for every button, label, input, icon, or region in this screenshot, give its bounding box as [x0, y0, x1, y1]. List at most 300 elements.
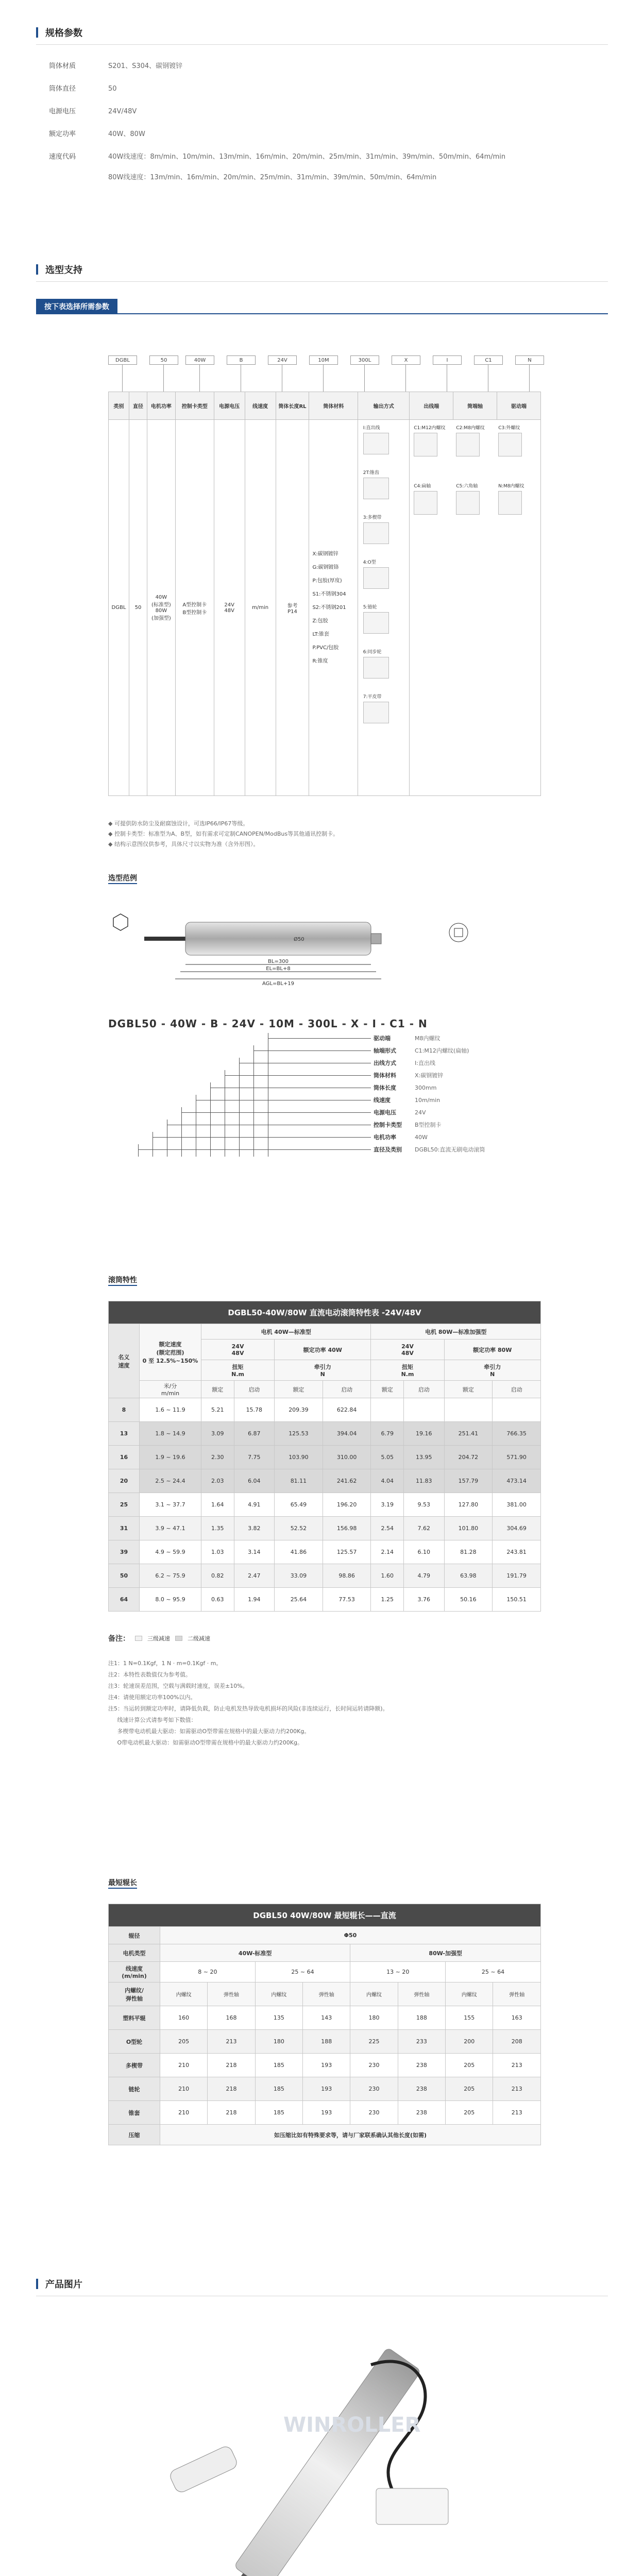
legend-key: 直径及类别 — [374, 1146, 402, 1153]
perf-row — [109, 1588, 541, 1612]
legend-value: X:碳钢镀锌 — [415, 1072, 444, 1079]
legend-item-two: 二级减速 — [188, 1635, 210, 1642]
perf-cell: 33.09 — [275, 1564, 323, 1588]
legend-swatch-dark — [175, 1636, 182, 1641]
sel-voltage: 24V 48V — [214, 420, 245, 796]
legend-row — [374, 1133, 428, 1141]
perf-row — [109, 1564, 541, 1588]
length-caption: DGBL50 40W/80W 最短辊长——直流 — [109, 1904, 541, 1927]
legend-rule — [138, 1149, 371, 1150]
pill-underline — [36, 313, 608, 314]
section-title: 规格参数 — [45, 28, 82, 39]
legend-row — [374, 1121, 442, 1129]
model-code-box: B — [227, 355, 256, 365]
axle-type-item — [456, 424, 493, 456]
axle-type-icon — [414, 433, 437, 456]
length-row — [109, 2077, 541, 2101]
product-watermark: WINROLLER — [283, 2413, 421, 2437]
spec-value: 24V/48V — [108, 108, 137, 115]
perf-cell: 127.80 — [444, 1493, 493, 1517]
spec-key: 额定功率 — [49, 130, 76, 138]
perf-cell: 2.47 — [234, 1564, 275, 1588]
length-row-name: 多楔带 — [109, 2054, 160, 2077]
perf-cell: 19.16 — [403, 1422, 444, 1446]
perf-power-40: 额定功率 40W — [275, 1340, 371, 1360]
legend-key: 电源电压 — [374, 1109, 396, 1116]
perf-cell: 1.25 — [371, 1588, 404, 1612]
perf-cell: 3.1 ~ 37.7 — [140, 1493, 201, 1517]
spec-value: 40W线速度：8m/min、10m/min、13m/min、16m/min、20m/min、25m/min、31m/min、39m/min、50m/min、64m/min — [108, 153, 506, 161]
length-cell: 210 — [160, 2077, 208, 2101]
perf-cell: 6.04 — [234, 1469, 275, 1493]
length-speed-range: 25 ~ 64 — [446, 1962, 541, 1982]
legend-value: C1:M12内螺纹(扁轴) — [415, 1047, 469, 1054]
perf-cell: 156.98 — [323, 1517, 371, 1540]
output-type-icon — [363, 478, 389, 499]
length-row — [109, 2030, 541, 2054]
perf-unit-cell: 启动 — [403, 1381, 444, 1398]
perf-speed-name: 50 — [109, 1564, 140, 1588]
length-axle-col: 弹性轴 — [208, 1982, 255, 2006]
spec-row — [49, 172, 605, 183]
length-cell: 155 — [446, 2006, 493, 2030]
length-diameter-label: 辊径 — [109, 1927, 160, 1944]
length-row-name: 链轮 — [109, 2077, 160, 2101]
legend-leader — [253, 1045, 254, 1157]
perf-note: 注4：请使用额定功率100%以内。 — [108, 1694, 196, 1701]
perf-caption: DGBL50-40W/80W 直流电动滚筒特性表 -24V/48V — [109, 1301, 541, 1324]
model-code-box: X — [392, 355, 420, 365]
perf-cell: 473.14 — [493, 1469, 541, 1493]
perf-voltage-24-80: 24V 48V — [371, 1340, 444, 1360]
length-title: 最短辊长 — [108, 1875, 137, 1891]
length-speed-range: 8 ~ 20 — [160, 1962, 256, 1982]
length-cell: 193 — [303, 2054, 350, 2077]
perf-cell: 2.30 — [201, 1446, 234, 1469]
example-model-code: DGBL50 - 40W - B - 24V - 10M - 300L - X - I - C1 - N — [108, 1018, 428, 1030]
length-diameter: Φ50 — [160, 1927, 541, 1944]
sel-control: A型控制卡 B型控制卡 — [175, 420, 214, 796]
dim-diameter: Ø50 — [294, 937, 304, 942]
output-type-label: 6:同步轮 — [363, 650, 382, 655]
output-type-icon — [363, 433, 389, 454]
length-footer-label: 压缩 — [109, 2125, 160, 2145]
perf-cell: 2.03 — [201, 1469, 234, 1493]
axle-type-icon — [498, 491, 522, 515]
perf-unit-cell: 额定 — [371, 1381, 404, 1398]
axle-type-item — [498, 424, 535, 456]
length-cell: 208 — [493, 2030, 541, 2054]
length-cell: 180 — [350, 2006, 398, 2030]
spec-row — [49, 83, 605, 95]
model-code-box: 300L — [350, 355, 379, 365]
sel-header-voltage: 电源电压 — [214, 392, 245, 420]
legend-row — [374, 1059, 435, 1067]
length-row-name: 锥套 — [109, 2101, 160, 2125]
connector-line — [529, 365, 530, 392]
length-cell: 163 — [493, 2006, 541, 2030]
roller-tube — [185, 922, 371, 955]
legend-key: 出线方式 — [374, 1060, 396, 1066]
model-code-box: I — [433, 355, 462, 365]
length-speed-range: 13 ~ 20 — [350, 1962, 446, 1982]
length-cell: 238 — [398, 2054, 445, 2077]
perf-speed-name: 31 — [109, 1517, 140, 1540]
legend-value: 40W — [415, 1134, 428, 1141]
perf-cell: 9.53 — [403, 1493, 444, 1517]
perf-cell: 150.51 — [493, 1588, 541, 1612]
sel-header-control: 控制卡类型 — [175, 392, 214, 420]
connector-line — [323, 365, 324, 392]
sel-header-power: 电机功率 — [147, 392, 175, 420]
legend-key: 轴端形式 — [374, 1047, 396, 1054]
perf-cell: 98.86 — [323, 1564, 371, 1588]
perf-side-label: 名义 速度 — [109, 1324, 140, 1398]
perf-cell: 125.57 — [323, 1540, 371, 1564]
length-cell: 200 — [446, 2030, 493, 2054]
spec-key: 速度代码 — [49, 153, 76, 161]
axle-type-icon — [456, 491, 480, 515]
sel-diameter: 50 — [129, 420, 147, 796]
spec-value: 80W线速度：13m/min、16m/min、20m/min、25m/min、31m/min、39m/min、50m/min、64m/min — [108, 174, 437, 181]
length-cell: 238 — [398, 2101, 445, 2125]
perf-cell: 571.90 — [493, 1446, 541, 1469]
length-footer-note: 如压缩比如有特殊要求等，请与厂家联系确认其他长度(如需) — [160, 2125, 541, 2145]
cable — [144, 937, 185, 941]
length-cell: 168 — [208, 2006, 255, 2030]
length-axle-col: 内螺纹 — [160, 1982, 208, 2006]
output-type-item — [363, 693, 404, 723]
section-bar — [36, 27, 38, 38]
legend-row — [374, 1071, 443, 1079]
sel-header-axle: 筒端轴 — [453, 392, 497, 420]
perf-note: 注1：1 N=0.1Kgf，1 N · m=0.1Kgf · m。 — [108, 1660, 222, 1667]
length-cell: 213 — [493, 2101, 541, 2125]
legend-leader — [138, 1144, 139, 1157]
output-type-item — [363, 469, 404, 499]
length-cell: 135 — [255, 2006, 302, 2030]
perf-cell: 101.80 — [444, 1517, 493, 1540]
perf-cell: 63.98 — [444, 1564, 493, 1588]
length-type-40: 40W-标准型 — [160, 1944, 350, 1962]
legend-rule — [253, 1050, 371, 1051]
model-code-box: 24V — [268, 355, 297, 365]
perf-cell: 81.28 — [444, 1540, 493, 1564]
spec-value: S201、S304、碳钢镀锌 — [108, 62, 183, 70]
legend-value: I:直出线 — [415, 1060, 435, 1066]
length-cell: 213 — [493, 2077, 541, 2101]
perf-cell: 381.00 — [493, 1493, 541, 1517]
output-type-item — [363, 558, 404, 589]
perf-note: 线速计算公式请参考如下数值： — [108, 1717, 197, 1723]
product-controller — [376, 2488, 448, 2524]
section-product-header — [36, 2272, 608, 2296]
perf-speed-name: 16 — [109, 1446, 140, 1469]
perf-row — [109, 1493, 541, 1517]
length-cell: 185 — [255, 2101, 302, 2125]
sel-header-speed: 线速度 — [245, 392, 276, 420]
length-type-80: 80W-加强型 — [350, 1944, 541, 1962]
sel-axle-cell — [410, 420, 541, 796]
model-code-box: 40W — [185, 355, 214, 365]
perf-voltage-24-40: 24V 48V — [201, 1340, 275, 1360]
perf-group-80: 电机 80W—标准加强型 — [371, 1324, 541, 1340]
output-type-icon — [363, 567, 389, 589]
axle-type-item — [498, 482, 535, 515]
perf-cell: 241.62 — [323, 1469, 371, 1493]
perf-row — [109, 1398, 541, 1422]
roller-end — [371, 934, 381, 944]
perf-cell: 50.16 — [444, 1588, 493, 1612]
selection-note: ◆ 控制卡类型：标准型为A、B型，如有需求可定制CANOPEN/ModBus等其他通讯控制卡。 — [108, 831, 339, 837]
perf-cell: 7.75 — [234, 1446, 275, 1469]
output-type-label: 5:链轮 — [363, 605, 377, 610]
sel-header-category: 类别 — [109, 392, 129, 420]
length-cell: 205 — [446, 2101, 493, 2125]
length-axle-col: 弹性轴 — [398, 1982, 445, 2006]
length-axle-col: 弹性轴 — [493, 1982, 541, 2006]
length-cell: 218 — [208, 2054, 255, 2077]
spec-row — [49, 129, 605, 140]
divider — [36, 44, 608, 45]
perf-cell: 103.90 — [275, 1446, 323, 1469]
length-cell: 230 — [350, 2054, 398, 2077]
perf-cell: 243.81 — [493, 1540, 541, 1564]
axle-type-label: C1:M12内螺纹 — [414, 426, 446, 431]
axle-type-label: C5:六角轴 — [456, 484, 478, 489]
perf-cell: 1.94 — [234, 1588, 275, 1612]
sel-header-cable: 出线端 — [410, 392, 453, 420]
axle-type-label: C3:外螺纹 — [498, 426, 520, 431]
perf-speed-name: 13 — [109, 1422, 140, 1446]
perf-title: 滚筒特性 — [108, 1273, 137, 1288]
perf-cell: 5.05 — [371, 1446, 404, 1469]
perf-unit-cell: 启动 — [323, 1381, 371, 1398]
legend-key: 线速度 — [374, 1097, 391, 1104]
output-type-label: 3:多楔带 — [363, 515, 382, 520]
legend-value: DGBL50:直流无刷电动滚筒 — [415, 1146, 485, 1153]
perf-unit-cell: 额定 — [201, 1381, 234, 1398]
sel-header-material: 筒体材料 — [309, 392, 358, 420]
perf-cell: 13.95 — [403, 1446, 444, 1469]
length-cell: 213 — [493, 2054, 541, 2077]
perf-speed-name: 8 — [109, 1398, 140, 1422]
section-bar — [36, 264, 38, 275]
output-type-item — [363, 424, 404, 454]
selection-note: ◆ 结构示意图仅供参考，具体尺寸以实物为准（含外形图）。 — [108, 841, 259, 848]
length-cell: 230 — [350, 2077, 398, 2101]
dim-bl: BL=300 — [268, 959, 289, 964]
model-code-box: N — [515, 355, 544, 365]
length-cell: 225 — [350, 2030, 398, 2054]
perf-cell: 3.9 ~ 47.1 — [140, 1517, 201, 1540]
perf-unit-cell: 启动 — [493, 1381, 541, 1398]
sel-speed: m/min — [245, 420, 276, 796]
sel-header-output: 输出方式 — [358, 392, 410, 420]
legend-value: 10m/min — [415, 1097, 440, 1104]
perf-cell: 6.10 — [403, 1540, 444, 1564]
selection-note: ◆ 可提供防水防尘及耐腐蚀设计，可选IP66/IP67等级。 — [108, 820, 249, 827]
length-row — [109, 2101, 541, 2125]
perf-force-80: 牵引力 N — [444, 1360, 540, 1381]
output-type-label: 7:平皮带 — [363, 694, 382, 700]
legend-item-three: 三级减速 — [147, 1635, 170, 1642]
perf-cell: 1.35 — [201, 1517, 234, 1540]
length-cell: 180 — [255, 2030, 302, 2054]
legend-leader — [152, 1132, 153, 1157]
perf-cell: 3.19 — [371, 1493, 404, 1517]
length-cell: 193 — [303, 2077, 350, 2101]
output-type-label: I:直出线 — [363, 426, 380, 431]
length-row — [109, 2006, 541, 2030]
length-cell: 185 — [255, 2077, 302, 2101]
perf-cell: 5.21 — [201, 1398, 234, 1422]
legend-swatch-light — [135, 1636, 142, 1641]
perf-cell: 0.63 — [201, 1588, 234, 1612]
axle-type-item — [456, 482, 493, 515]
dim-el: EL=BL+8 — [266, 966, 291, 972]
perf-note: 注5：当运转到额定功率时，请降低负载，防止电机发热导致电机损坏的风险(非连续运行，长时间运转请降额)。 — [108, 1705, 388, 1712]
product-roller — [234, 2347, 421, 2576]
perf-cell: 1.60 — [371, 1564, 404, 1588]
axle-type-label: C4:扁轴 — [414, 484, 431, 489]
perf-cell: 204.72 — [444, 1446, 493, 1469]
length-row — [109, 2054, 541, 2077]
perf-torque-40: 扭矩 N.m — [201, 1360, 275, 1381]
perf-cell: 196.20 — [323, 1493, 371, 1517]
perf-cell: 191.79 — [493, 1564, 541, 1588]
perf-cell: 3.14 — [234, 1540, 275, 1564]
perf-cell: 11.83 — [403, 1469, 444, 1493]
connector-line — [405, 365, 406, 392]
perf-cell: 209.39 — [275, 1398, 323, 1422]
perf-row — [109, 1446, 541, 1469]
product-small-roller — [168, 2445, 239, 2495]
perf-row — [109, 1540, 541, 1564]
divider — [36, 281, 608, 282]
length-cell: 188 — [398, 2006, 445, 2030]
perf-cell: 3.76 — [403, 1588, 444, 1612]
legend-leader — [210, 1082, 211, 1157]
axle-type-icon — [456, 433, 480, 456]
connector-line — [163, 365, 164, 392]
spec-key: 筒体直径 — [49, 85, 76, 93]
perf-cell: 65.49 — [275, 1493, 323, 1517]
length-cell: 205 — [446, 2077, 493, 2101]
output-type-icon — [363, 702, 389, 723]
perf-cell: 3.09 — [201, 1422, 234, 1446]
perf-cell: 0.82 — [201, 1564, 234, 1588]
perf-note: O带电动机最大驱动：如需驱动O型带需在规格中的最大驱动力约200Kg。 — [108, 1739, 303, 1746]
length-motor-type-label: 电机类型 — [109, 1944, 160, 1962]
perf-cell: 2.5 ~ 24.4 — [140, 1469, 201, 1493]
product-image — [129, 2329, 520, 2576]
perf-cell: 1.8 ~ 14.9 — [140, 1422, 201, 1446]
axle-type-item — [414, 482, 451, 515]
model-code-box: C1 — [474, 355, 503, 365]
length-cell: 205 — [446, 2054, 493, 2077]
perf-legend: 备注： 三级减速 二级减速 — [108, 1635, 210, 1643]
section-bar — [36, 2279, 38, 2289]
perf-cell: 52.52 — [275, 1517, 323, 1540]
perf-group-40: 电机 40W—标准型 — [201, 1324, 371, 1340]
model-code-box: DGBL — [108, 355, 137, 365]
perf-row — [109, 1517, 541, 1540]
perf-unit-cell: 额定 — [444, 1381, 493, 1398]
perf-cell: 310.00 — [323, 1446, 371, 1469]
sel-header-diameter: 直径 — [129, 392, 147, 420]
perf-cell: 622.84 — [323, 1398, 371, 1422]
sel-length: 参考 P14 — [276, 420, 309, 796]
perf-cell: 2.14 — [371, 1540, 404, 1564]
legend-leader — [239, 1058, 240, 1157]
perf-cell: 2.54 — [371, 1517, 404, 1540]
perf-cell: 1.03 — [201, 1540, 234, 1564]
length-cell: 230 — [350, 2101, 398, 2125]
axle-type-item — [414, 424, 451, 456]
perf-cell: 6.2 ~ 75.9 — [140, 1564, 201, 1588]
perf-cell: 8.0 ~ 95.9 — [140, 1588, 201, 1612]
sel-header-drive: 驱动端 — [497, 392, 541, 420]
legend-row — [374, 1096, 440, 1104]
length-cell: 233 — [398, 2030, 445, 2054]
spec-value: 50 — [108, 85, 117, 93]
roller-drawing — [108, 907, 541, 989]
legend-key: 电机功率 — [374, 1134, 396, 1141]
sel-category: DGBL — [109, 420, 129, 796]
model-code-box: 50 — [149, 355, 178, 365]
example-title: 选型范例 — [108, 871, 137, 886]
sel-material: X:碳钢镀锌 G:碳钢镀铬 P:包胶(厚度) S1:不锈钢304 S2:不锈钢201 Z:包胶 LT:锥套 P.PVC/包胶 R:锥度 — [309, 420, 358, 796]
legend-rule — [268, 1038, 371, 1039]
legend-rule — [225, 1075, 371, 1076]
spec-value: 40W、80W — [108, 130, 145, 138]
perf-speed-name: 20 — [109, 1469, 140, 1493]
legend-rule — [152, 1137, 371, 1138]
length-axle-col: 内螺纹 — [255, 1982, 302, 2006]
spec-row — [49, 151, 605, 163]
length-row-name: O型轮 — [109, 2030, 160, 2054]
model-code-box: 10M — [309, 355, 338, 365]
perf-table — [108, 1301, 541, 1612]
perf-note: 注2：本特性表数值仅为参考值。 — [108, 1671, 191, 1678]
length-axle-col: 内螺纹 — [350, 1982, 398, 2006]
legend-row — [374, 1034, 440, 1042]
perf-cell: 4.9 ~ 59.9 — [140, 1540, 201, 1564]
length-axle-col: 弹性轴 — [303, 1982, 350, 2006]
legend-key: 筒体材料 — [374, 1072, 396, 1079]
legend-row — [374, 1145, 485, 1154]
length-table — [108, 1904, 541, 2145]
perf-cell: 6.79 — [371, 1422, 404, 1446]
legend-value: 300mm — [415, 1084, 437, 1091]
sel-power: 40W (标准型) 80W (加强型) — [147, 420, 175, 796]
perf-cell: 81.11 — [275, 1469, 323, 1493]
output-type-item — [363, 648, 404, 679]
perf-cell: 304.69 — [493, 1517, 541, 1540]
legend-value: 24V — [415, 1109, 426, 1116]
connector-line — [364, 365, 365, 392]
output-type-item — [363, 514, 404, 544]
selection-subtitle: 按下表选择所需参数 — [36, 299, 117, 314]
perf-cell: 3.82 — [234, 1517, 275, 1540]
output-type-label: 4:O型 — [363, 560, 376, 565]
perf-note: 多楔带电动机最大驱动：如需驱动O型带需在规格中的最大驱动力约200Kg。 — [108, 1728, 310, 1735]
spec-key: 电源电压 — [49, 108, 76, 115]
length-cell: 143 — [303, 2006, 350, 2030]
perf-cell — [403, 1398, 444, 1422]
perf-cell: 1.64 — [201, 1493, 234, 1517]
